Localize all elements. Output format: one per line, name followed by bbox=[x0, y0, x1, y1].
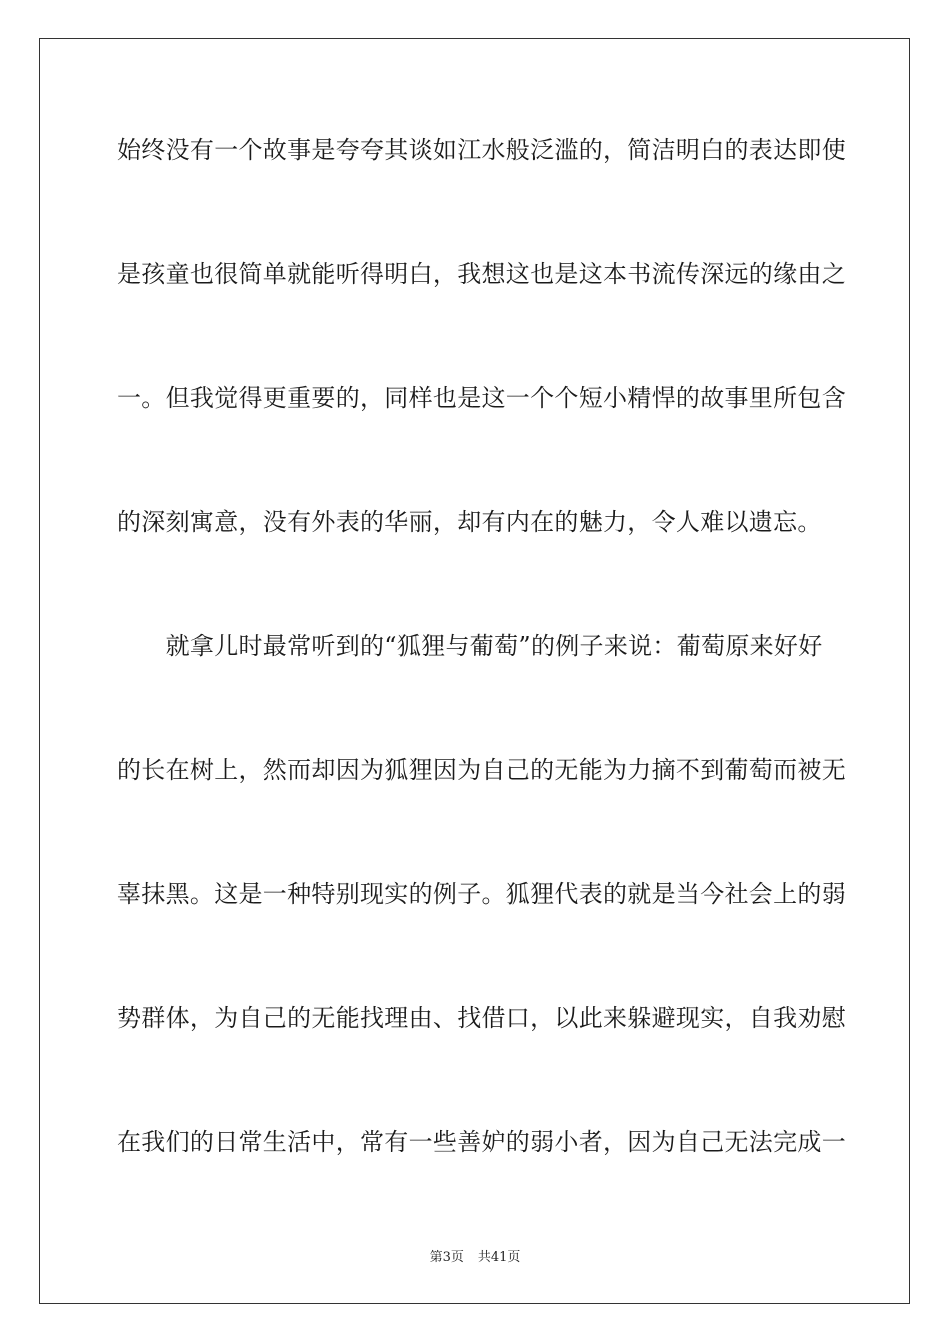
text-line: 在我们的日常生活中，常有一些善妒的弱小者，因为自己无法完成一 bbox=[117, 1128, 846, 1156]
page-footer bbox=[0, 1246, 950, 1265]
text-line: 就拿儿时最常听到的“狐狸与葡萄”的例子来说：葡萄原来好好 bbox=[117, 632, 823, 660]
page-number: 第3页 bbox=[429, 1250, 464, 1265]
page-total: 共41页 bbox=[477, 1250, 521, 1265]
text-line: 是孩童也很简单就能听得明白，我想这也是这本书流传深远的缘由之 bbox=[117, 260, 846, 288]
document-body bbox=[117, 118, 846, 1234]
text-line: 一。但我觉得更重要的，同样也是这一个个短小精悍的故事里所包含 bbox=[117, 384, 846, 412]
text-line: 的长在树上，然而却因为狐狸因为自己的无能为力摘不到葡萄而被无 bbox=[117, 756, 846, 784]
text-line: 辜抹黑。这是一种特别现实的例子。狐狸代表的就是当今社会上的弱 bbox=[117, 880, 846, 908]
text-line: 势群体，为自己的无能找理由、找借口，以此来躲避现实，自我劝慰 bbox=[117, 1004, 846, 1032]
text-line: 的深刻寓意，没有外表的华丽，却有内在的魅力，令人难以遗忘。 bbox=[117, 508, 822, 536]
text-line: 始终没有一个故事是夸夸其谈如江水般泛滥的，简洁明白的表达即使 bbox=[117, 136, 846, 164]
